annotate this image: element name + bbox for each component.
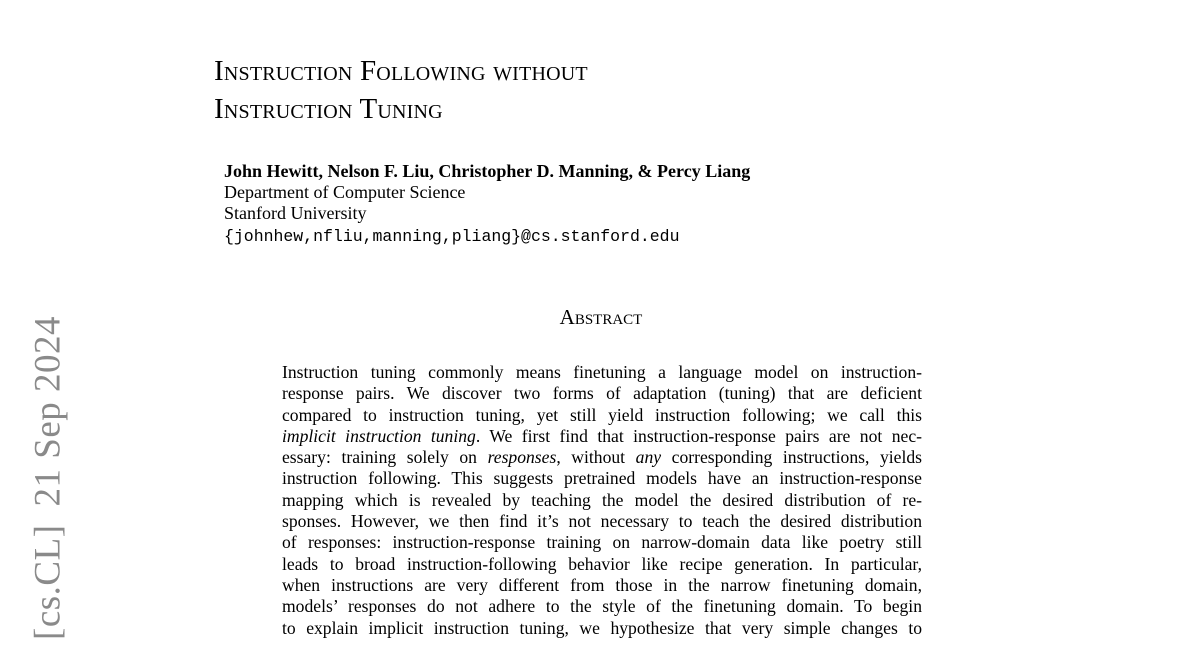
abstract-heading (0, 305, 1200, 330)
arxiv-stamp (27, 316, 70, 640)
abstract-line: response pairs. We discover two forms of adaptation (tuning) that are deficient (282, 383, 922, 404)
abstract-text: , without (556, 447, 636, 468)
title-line-2: Instruction Tuning (214, 93, 443, 125)
title-line-1: Instruction Following without (214, 55, 588, 87)
author-names: John Hewitt, Nelson F. Liu, Christopher D. Manning, & Percy Liang (224, 161, 751, 181)
abstract-emphasis: any (635, 447, 662, 468)
author-emails: {johnhew,nfliu,manning,pliang}@cs.stanford.edu (224, 227, 680, 246)
abstract-line: models’ responses do not adhere to the style of the finetuning domain. To begin (282, 596, 922, 617)
abstract-line (282, 426, 922, 447)
abstract-line: when instructions are very different from those in the narrow finetuning domain, (282, 574, 922, 595)
abstract-emphasis: responses (487, 447, 557, 468)
abstract-emphasis: implicit instruction tuning (282, 425, 476, 446)
department: Department of Computer Science (224, 182, 466, 202)
arxiv-date: 21 Sep 2024 (27, 316, 69, 507)
abstract-line: compared to instruction tuning, yet still yield instruction following; we call this (282, 404, 922, 425)
abstract-line: instruction following. This suggests pretrained models have an instruction-response (282, 468, 922, 489)
arxiv-category: [cs.CL] (27, 524, 69, 640)
abstract-line: to explain implicit instruction tuning, we hypothesize that very simple changes to (282, 617, 922, 638)
author-info (224, 161, 750, 247)
university: Stanford University (224, 203, 367, 223)
abstract-text: corresponding instructions, yields (661, 447, 922, 468)
abstract-line: leads to broad instruction-following behavior like recipe generation. In particular, (282, 553, 922, 574)
abstract-line: of responses: instruction-response training on narrow-domain data like poetry still (282, 532, 922, 553)
paper-title (214, 52, 588, 128)
abstract-line (282, 447, 922, 468)
abstract-body (282, 362, 922, 639)
abstract-heading-text: Abstract (559, 305, 643, 329)
abstract-text: essary: training solely on (282, 447, 488, 468)
abstract-line: Instruction tuning commonly means finetuning a language model on instruction- (282, 362, 922, 382)
abstract-line: mapping which is revealed by teaching the model the desired distribution of re- (282, 489, 922, 510)
abstract-line: sponses. However, we then find it’s not necessary to teach the desired distribution (282, 511, 922, 532)
abstract-text: . We first find that instruction-response pairs are not nec- (475, 425, 922, 446)
